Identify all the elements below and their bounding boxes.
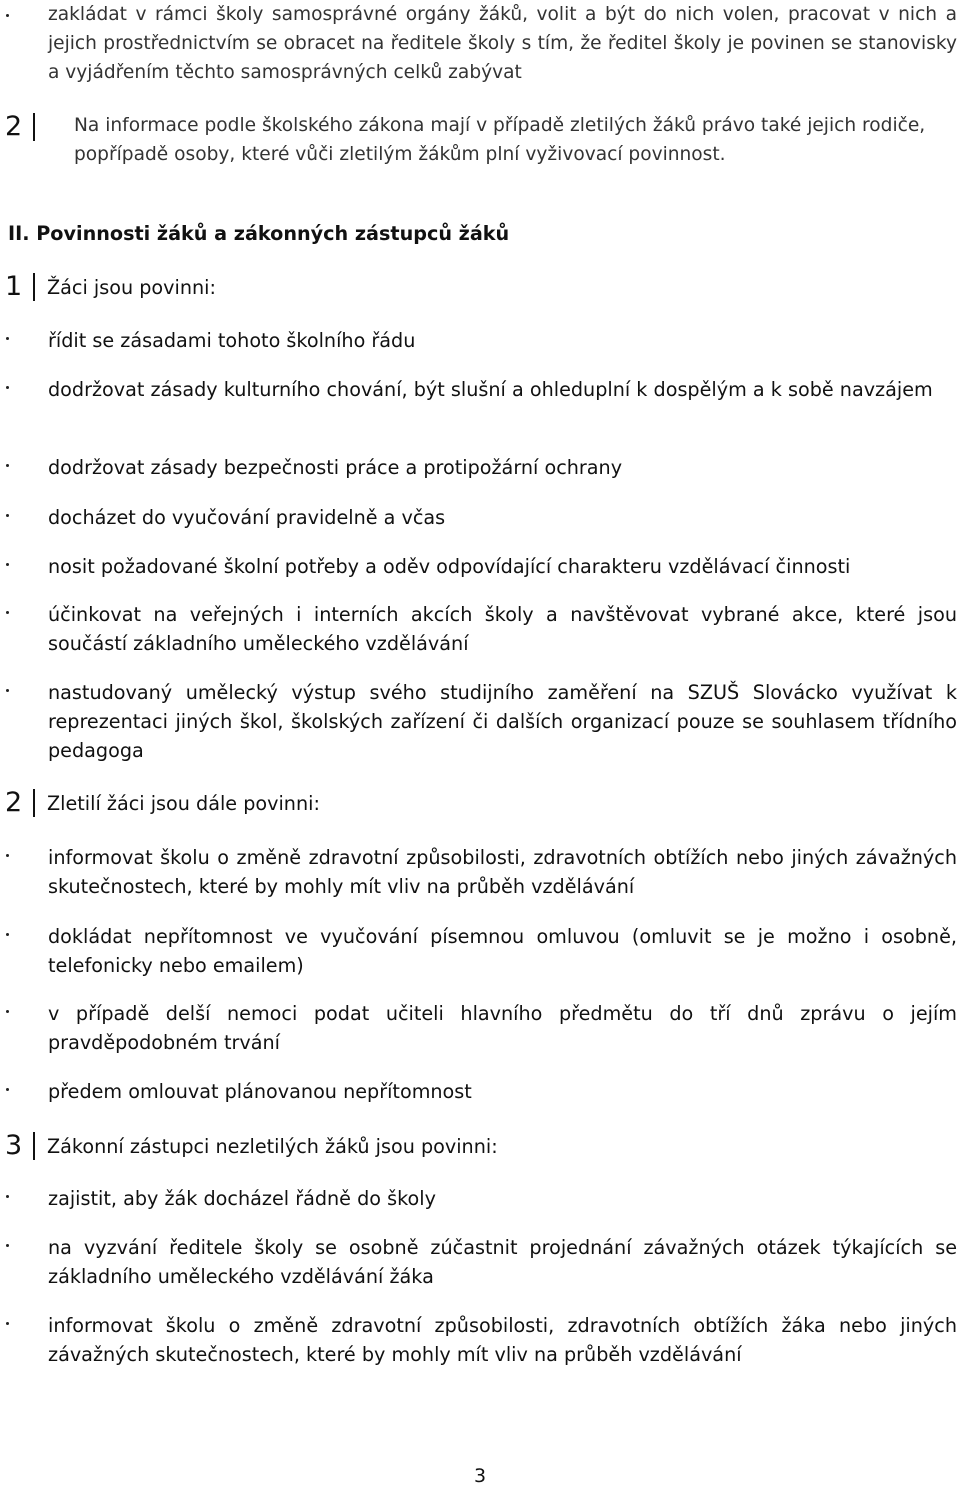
paragraph-number: 1 xyxy=(5,271,23,302)
paragraph-number: 2 xyxy=(5,787,23,818)
bullet-icon xyxy=(6,337,9,340)
list-item-text: účinkovat na veřejných i interních akcích školy a navštěvovat vybrané akce, které jsou součástí základního uměleckého vzdělávání xyxy=(48,603,957,655)
list-item-text: předem omlouvat plánovanou nepřítomnost xyxy=(48,1080,472,1103)
list-item-text: nastudovaný umělecký výstup svého studijního zaměření na SZUŠ Slovácko využívat k reprezentaci jiných škol, školských zařízení či dalších organizací pouze se souhlasem třídního pedagoga xyxy=(48,681,957,762)
list-item xyxy=(0,0,960,90)
bullet-icon xyxy=(6,1088,9,1091)
bullet-icon xyxy=(6,1244,9,1247)
list-item-text: informovat školu o změně zdravotní způsobilosti, zdravotních obtížích žáka nebo jiných závažných skutečnostech, které by mohly mít vliv na průběh vzdělávání xyxy=(48,1314,957,1366)
list-item-text: dodržovat zásady kulturního chování, být slušní a ohleduplní k dospělým a k sobě navzájem xyxy=(48,378,933,401)
list-item-text: dokládat nepřítomnost ve vyučování písemnou omluvou (omluvit se je možno i osobně, telefonicky nebo emailem) xyxy=(48,925,957,977)
bullet-icon xyxy=(6,14,9,17)
paragraph-title: Zákonní zástupci nezletilých žáků jsou povinni: xyxy=(47,1135,498,1158)
list-item-text: na vyzvání ředitele školy se osobně zúčastnit projednání závažných otázek týkajících se základního uměleckého vzdělávání žáka xyxy=(48,1236,957,1288)
list-item-text: informovat školu o změně zdravotní způsobilosti, zdravotních obtížích nebo jiných závažných skutečnostech, které by mohly mít vliv na průběh vzdělávání xyxy=(48,846,957,898)
paragraph-2-info xyxy=(0,111,960,173)
paragraph-divider xyxy=(33,1132,35,1160)
paragraph-number: 2 xyxy=(5,111,23,142)
bullet-icon xyxy=(6,514,9,517)
bullet-icon xyxy=(6,689,9,692)
list-item-text: dodržovat zásady bezpečnosti práce a protipožární ochrany xyxy=(48,456,623,479)
page-number: 3 xyxy=(473,1465,487,1487)
paragraph-divider xyxy=(33,789,35,817)
bullet-icon xyxy=(6,386,9,389)
bullet-icon xyxy=(6,1322,9,1325)
paragraph-title: Zletilí žáci jsou dále povinni: xyxy=(47,792,320,815)
bullet-icon xyxy=(6,1010,9,1013)
section-title: II. Povinnosti žáků a zákonných zástupců žáků xyxy=(8,222,510,245)
paragraph-text: Na informace podle školského zákona mají v případě zletilých žáků právo také jejich rodiče, popřípadě osoby, které vůči zletilým žákům plní vyživovací povinnost. xyxy=(74,115,926,165)
section-heading xyxy=(0,219,960,249)
paragraph-2-heading xyxy=(0,787,960,819)
bullet-icon xyxy=(6,854,9,857)
bullet-icon xyxy=(6,611,9,614)
list-item-text: docházet do vyučování pravidelně a včas xyxy=(48,506,446,529)
list-item-text: řídit se zásadami tohoto školního řádu xyxy=(48,329,416,352)
bullet-icon xyxy=(6,933,9,936)
list-item-text: v případě delší nemoci podat učiteli hlavního předmětu do tří dnů zprávu o jejím pravděpodobném trvání xyxy=(48,1002,957,1054)
paragraph-title: Žáci jsou povinni: xyxy=(47,276,216,299)
bullet-icon xyxy=(6,464,9,467)
list-item-text: zajistit, aby žák docházel řádně do školy xyxy=(48,1187,436,1210)
paragraph-3-heading xyxy=(0,1130,960,1162)
paragraph-number: 3 xyxy=(5,1130,23,1161)
paragraph-divider xyxy=(33,273,35,301)
bullet-icon xyxy=(6,563,9,566)
bullet-icon xyxy=(6,1195,9,1198)
list-item-text: nosit požadované školní potřeby a oděv odpovídající charakteru vzdělávací činnosti xyxy=(48,555,851,578)
paragraph-1-heading xyxy=(0,271,960,303)
list-item-text: zakládat v rámci školy samosprávné orgány žáků, volit a být do nich volen, pracovat v nich a jejich prostřednictvím se obracet na ředitele školy s tím, že ředitel školy je povinen se stanovisky a vyjádřením těchto samosprávných celků zabývat xyxy=(48,4,957,83)
